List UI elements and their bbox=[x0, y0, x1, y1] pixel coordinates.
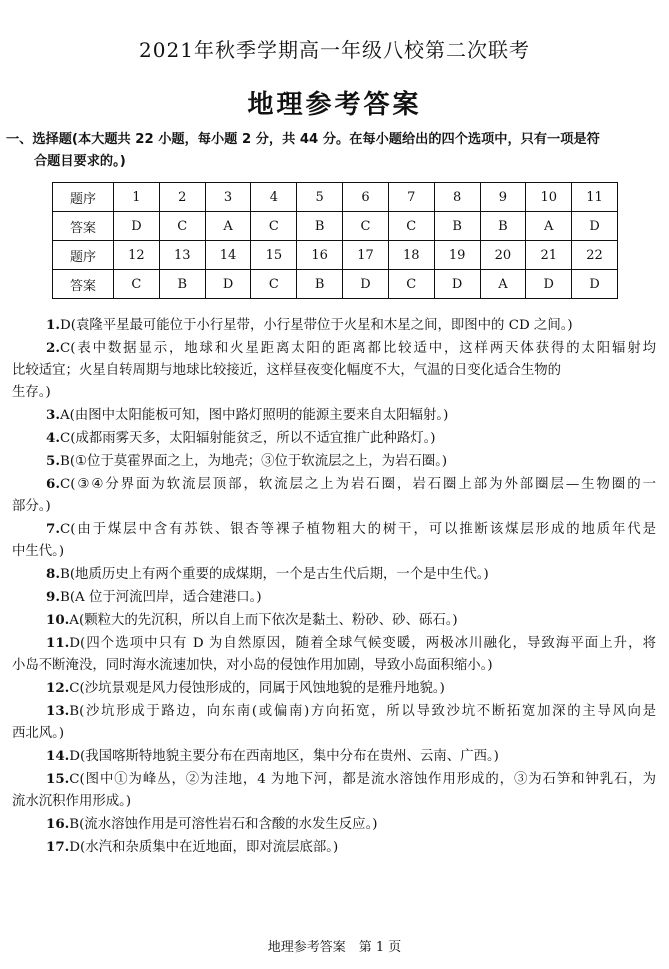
explanation-line bbox=[6, 768, 656, 791]
explanation-item bbox=[6, 632, 656, 677]
explanation-text: B(沙坑形成于路边，向东南(或偏南)方向拓宽，所以导致沙坑不断拓宽加深的主导风向是 bbox=[69, 704, 656, 719]
table-cell: C bbox=[388, 212, 434, 241]
table-cell: 2 bbox=[159, 183, 205, 212]
question-number: 13. bbox=[46, 703, 70, 719]
exam-title: 2021年秋季学期高一年级八校第二次联考 bbox=[139, 38, 530, 62]
explanation-item bbox=[6, 337, 656, 404]
explanation-text: C(图中①为峰丛，②为洼地，4 为地下河，都是流水溶蚀作用形成的，③为石笋和钟乳石，为 bbox=[69, 772, 656, 787]
table-cell: B bbox=[297, 270, 343, 299]
explanation-text: C(③④分界面为软流层顶部，软流层之上为岩石圈，岩石圈上部为外部圈层—生物圈的一 bbox=[59, 477, 656, 492]
table-row-header: 题序 bbox=[53, 241, 114, 270]
table-row bbox=[53, 212, 618, 241]
page-footer: 地理参考答案 第 1 页 bbox=[267, 940, 402, 955]
table-cell: B bbox=[297, 212, 343, 241]
table-cell: D bbox=[205, 270, 251, 299]
table-cell: 12 bbox=[114, 241, 160, 270]
table-cell: A bbox=[526, 212, 572, 241]
table-cell: A bbox=[480, 270, 526, 299]
section-heading bbox=[6, 129, 658, 173]
explanation-line bbox=[6, 518, 656, 541]
table-cell: D bbox=[572, 212, 618, 241]
table-cell: C bbox=[251, 270, 297, 299]
explanation-item bbox=[6, 836, 656, 859]
explanation-line bbox=[6, 473, 656, 496]
question-number: 10. bbox=[46, 612, 70, 628]
explanation-line bbox=[6, 427, 656, 450]
table-cell: 1 bbox=[114, 183, 160, 212]
table-cell: B bbox=[159, 270, 205, 299]
explanation-line bbox=[6, 337, 656, 360]
explanation-item bbox=[6, 586, 656, 609]
explanation-text: D(四个选项中只有 D 为自然原因，随着全球气候变暖，两极冰川融化，导致海平面上升，将 bbox=[69, 636, 656, 651]
table-cell: 13 bbox=[159, 241, 205, 270]
explanation-text: 部分。) bbox=[12, 499, 51, 514]
table-row-header: 答案 bbox=[53, 212, 114, 241]
explanation-item bbox=[6, 677, 656, 700]
table-cell: 6 bbox=[343, 183, 389, 212]
explanation-line bbox=[6, 609, 656, 632]
answer-table bbox=[52, 182, 618, 299]
table-cell: 8 bbox=[434, 183, 480, 212]
question-number: 16. bbox=[46, 816, 70, 832]
explanation-item bbox=[6, 450, 656, 473]
table-cell: C bbox=[114, 270, 160, 299]
explanation-text: 中生代。) bbox=[12, 544, 65, 559]
table-cell: 16 bbox=[297, 241, 343, 270]
table-cell: A bbox=[205, 212, 251, 241]
question-number: 12. bbox=[46, 680, 70, 696]
question-number: 6. bbox=[46, 476, 60, 492]
explanation-text: C(成都雨雾天多，太阳辐射能贫乏，所以不适宜推广此种路灯。) bbox=[59, 431, 436, 446]
section-heading-line: 一、选择题(本大题共 22 小题，每小题 2 分，共 44 分。在每小题给出的四个选项中，只有一项是符 bbox=[6, 132, 600, 147]
explanation-text: B(流水溶蚀作用是可溶性岩石和含酸的水发生反应。) bbox=[69, 817, 378, 832]
table-cell: C bbox=[251, 212, 297, 241]
explanation-item bbox=[6, 314, 656, 337]
explanation-item bbox=[6, 745, 656, 768]
explanation-text: A(由图中太阳能板可知，图中路灯照明的能源主要来自太阳辐射。) bbox=[59, 408, 449, 423]
table-cell: C bbox=[159, 212, 205, 241]
explanation-item bbox=[6, 700, 656, 745]
explanation-line bbox=[6, 563, 656, 586]
explanation-text: D(水汽和杂质集中在近地面，即对流层底部。) bbox=[69, 840, 339, 855]
table-cell: D bbox=[434, 270, 480, 299]
table-cell: B bbox=[480, 212, 526, 241]
question-number: 15. bbox=[46, 771, 70, 787]
table-cell: 21 bbox=[526, 241, 572, 270]
explanation-text: 西北风。) bbox=[12, 726, 65, 741]
table-cell: 4 bbox=[251, 183, 297, 212]
table-cell: D bbox=[526, 270, 572, 299]
explanation-line bbox=[6, 586, 656, 609]
explanation-text: C(沙坑景观是风力侵蚀形成的，同属于风蚀地貌的是雅丹地貌。) bbox=[69, 681, 445, 696]
explanation-text: A(颗粒大的先沉积，所以自上而下依次是黏土、粉砂、砂、砾石。) bbox=[69, 613, 458, 628]
question-number: 9. bbox=[46, 589, 60, 605]
question-number: 8. bbox=[46, 566, 60, 582]
table-cell: 11 bbox=[572, 183, 618, 212]
table-cell: 5 bbox=[297, 183, 343, 212]
table-cell: 9 bbox=[480, 183, 526, 212]
table-cell: 14 bbox=[205, 241, 251, 270]
explanation-item bbox=[6, 427, 656, 450]
explanation-line bbox=[6, 836, 656, 859]
explanation-text: 生存。) bbox=[12, 385, 51, 400]
question-number: 1. bbox=[46, 317, 60, 333]
explanation-line bbox=[6, 404, 656, 427]
explanations-list bbox=[6, 314, 656, 859]
table-cell: D bbox=[114, 212, 160, 241]
explanation-text: 比较适宜；火星自转周期与地球比较接近，这样昼夜变化幅度不大，气温的日变化适合生物的 bbox=[12, 363, 562, 378]
explanation-text: 流水沉积作用形成。) bbox=[12, 794, 132, 809]
table-cell: C bbox=[343, 212, 389, 241]
explanation-text: C(表中数据显示，地球和火星距离太阳的距离都比较适中，这样两天体获得的太阳辐射均 bbox=[59, 341, 656, 356]
question-number: 4. bbox=[46, 430, 60, 446]
table-row-header: 题序 bbox=[53, 183, 114, 212]
explanation-item bbox=[6, 563, 656, 586]
table-row bbox=[53, 241, 618, 270]
table-cell: 18 bbox=[388, 241, 434, 270]
explanation-line bbox=[6, 745, 656, 768]
explanation-text: C(由于煤层中含有苏铁、银杏等裸子植物粗大的树干，可以推断该煤层形成的地质年代是 bbox=[59, 522, 656, 537]
explanation-item bbox=[6, 518, 656, 563]
table-cell: 22 bbox=[572, 241, 618, 270]
question-number: 11. bbox=[46, 635, 70, 651]
question-number: 3. bbox=[46, 407, 60, 423]
table-cell: D bbox=[343, 270, 389, 299]
table-row-header: 答案 bbox=[53, 270, 114, 299]
document-title: 地理参考答案 bbox=[247, 90, 422, 120]
explanation-item bbox=[6, 473, 656, 518]
explanation-text: B(A 位于河流凹岸，适合建港口。) bbox=[59, 590, 262, 605]
explanation-item bbox=[6, 768, 656, 813]
table-cell: D bbox=[572, 270, 618, 299]
explanation-text: B(①位于莫霍界面之上，为地壳；③位于软流层之上，为岩石圈。) bbox=[59, 454, 448, 469]
table-cell: 19 bbox=[434, 241, 480, 270]
explanation-line bbox=[6, 450, 656, 473]
table-row bbox=[53, 270, 618, 299]
explanation-text: D(袁隆平星最可能位于小行星带，小行星带位于火星和木星之间，即图中的 CD 之间。) bbox=[59, 318, 573, 333]
table-cell: 7 bbox=[388, 183, 434, 212]
explanation-text: D(我国喀斯特地貌主要分布在西南地区，集中分布在贵州、云南、广西。) bbox=[69, 749, 499, 764]
table-cell: C bbox=[388, 270, 434, 299]
explanation-line bbox=[6, 700, 656, 723]
question-number: 7. bbox=[46, 521, 60, 537]
explanation-item bbox=[6, 813, 656, 836]
table-cell: 20 bbox=[480, 241, 526, 270]
explanation-item bbox=[6, 404, 656, 427]
explanation-line bbox=[6, 677, 656, 700]
table-cell: B bbox=[434, 212, 480, 241]
section-heading-line: 合题目要求的。) bbox=[34, 154, 126, 169]
question-number: 5. bbox=[46, 453, 60, 469]
explanation-line bbox=[6, 813, 656, 836]
question-number: 14. bbox=[46, 748, 70, 764]
table-cell: 17 bbox=[343, 241, 389, 270]
explanation-text: 小岛不断淹没，同时海水流速加快，对小岛的侵蚀作用加剧，导致小岛面积缩小。) bbox=[12, 658, 493, 673]
explanation-item bbox=[6, 609, 656, 632]
table-cell: 3 bbox=[205, 183, 251, 212]
question-number: 17. bbox=[46, 839, 70, 855]
explanation-line bbox=[6, 632, 656, 655]
table-cell: 15 bbox=[251, 241, 297, 270]
explanation-text: B(地质历史上有两个重要的成煤期，一个是古生代后期，一个是中生代。) bbox=[59, 567, 489, 582]
table-row bbox=[53, 183, 618, 212]
table-cell: 10 bbox=[526, 183, 572, 212]
explanation-line bbox=[6, 314, 656, 337]
question-number: 2. bbox=[46, 340, 60, 356]
